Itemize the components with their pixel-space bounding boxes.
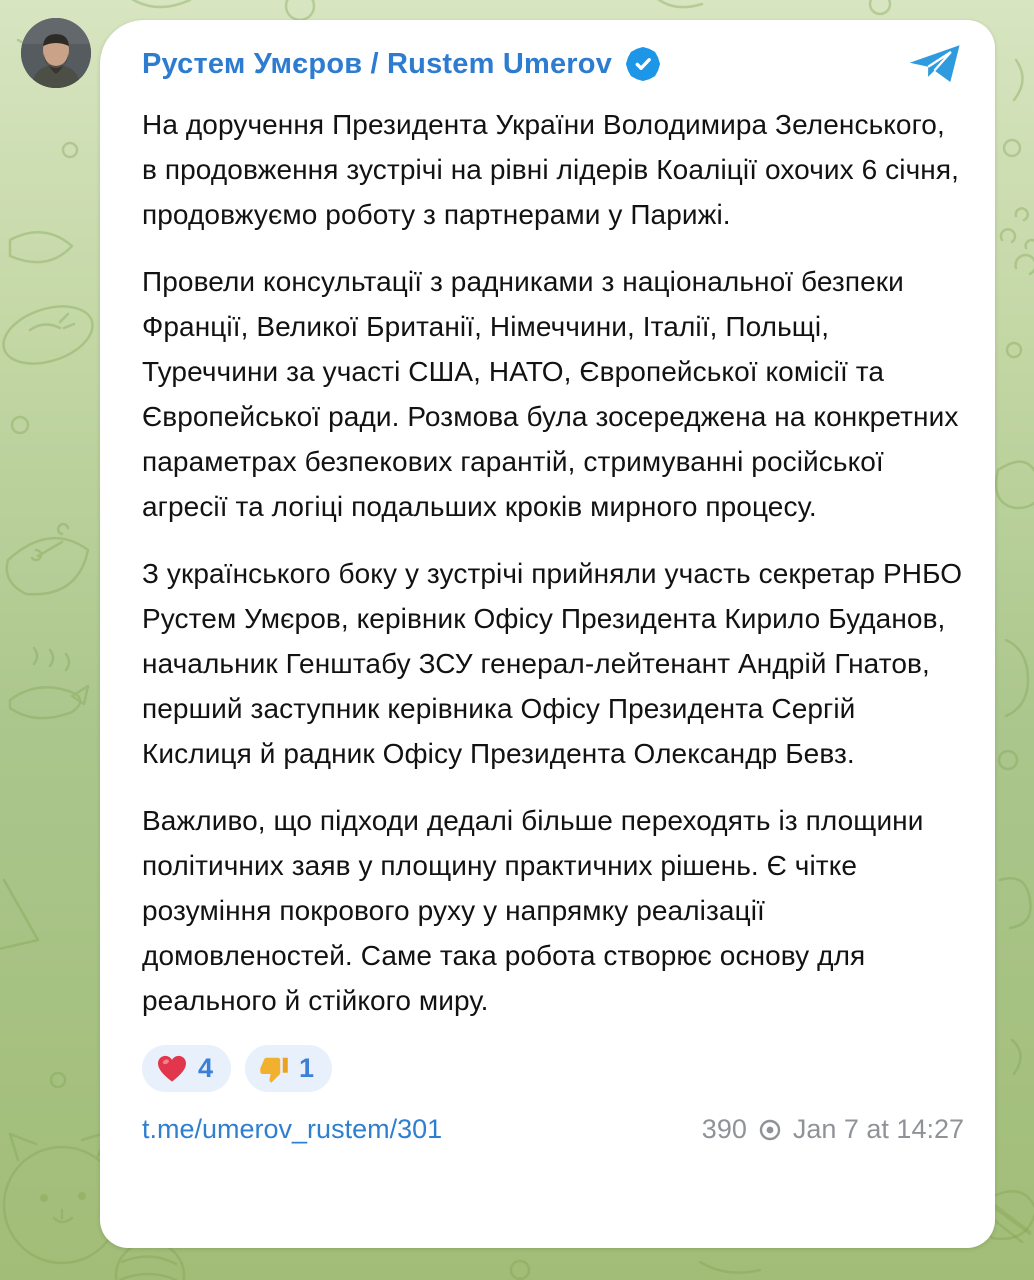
post-body — [142, 102, 964, 1023]
reaction-heart-button[interactable] — [142, 1045, 231, 1092]
reaction-thumbs-down-button[interactable] — [245, 1045, 332, 1092]
post-paragraph: Провели консультації з радниками з національної безпеки Франції, Великої Британії, Німеччини, Італії, Польщі, Туреччини за участі США, НАТО, Європейської комісії та Європейської ради. Розмова була зосереджена на конкретних параметрах безпекових гарантій, стримуванні російської агресії та логіці подальших кроків мирного процесу. — [142, 266, 959, 522]
reactions-row — [142, 1045, 959, 1092]
channel-name[interactable]: Рустем Умєров / Rustem Umerov — [142, 47, 613, 80]
post-header — [142, 42, 959, 86]
message-card — [100, 20, 995, 1248]
verified-badge-icon — [626, 47, 660, 81]
views-count: 390 — [701, 1114, 747, 1144]
thumbs-down-emoji — [259, 1054, 289, 1084]
post-meta — [702, 1114, 964, 1145]
avatar-photo — [21, 18, 91, 88]
views-eye-icon — [758, 1118, 782, 1142]
heart-emoji — [156, 1054, 188, 1084]
reaction-count: 1 — [299, 1053, 315, 1083]
post-date: Jan 7 at 14:27 — [792, 1114, 964, 1144]
post-paragraph: На доручення Президента України Володимира Зеленського, в продовження зустрічі на рівні лідерів Коаліції охочих 6 січня, продовжуємо роботу з партнерами у Парижі. — [142, 109, 959, 230]
reaction-count: 4 — [198, 1053, 214, 1083]
telegram-plane-icon[interactable] — [909, 42, 961, 86]
post-paragraph: Важливо, що підходи дедалі більше переходять із площини політичних заяв у площину практичних рішень. Є чітке розуміння покрового руху у напрямку реалізації домовленостей. Саме така робота створює основу для реального й стійкого миру. — [142, 805, 924, 1016]
post-link[interactable]: t.me/umerov_rustem/301 — [142, 1114, 443, 1144]
avatar[interactable] — [21, 18, 91, 88]
post-footer — [142, 1114, 964, 1145]
post-paragraph: З українського боку у зустрічі прийняли участь секретар РНБО Рустем Умєров, керівник Офісу Президента Кирило Буданов, начальник Генштабу ЗСУ генерал-лейтенант Андрій Гнатов, перший заступник керівника Офісу Президента Сергій Кислиця й радник Офісу Президента Олександр Бевз. — [142, 558, 963, 769]
